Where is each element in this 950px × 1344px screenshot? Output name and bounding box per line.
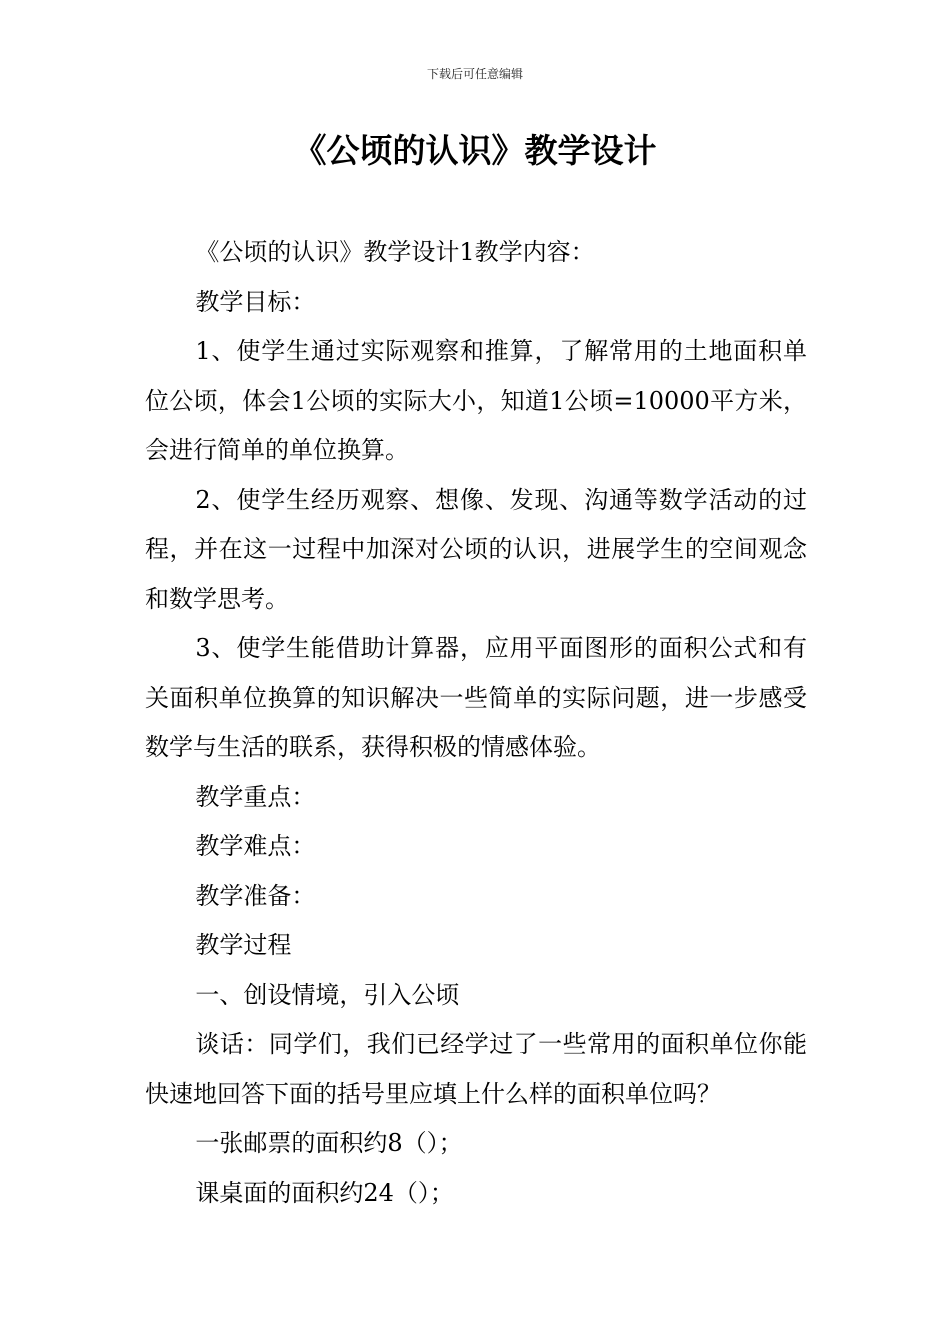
paragraph-objective-2: 2、使学生经历观察、想像、发现、沟通等数学活动的过程，并在这一过程中加深对公顷的认识，进展学生的空间观念和数学思考。 bbox=[145, 485, 807, 613]
paragraph-preparation: 教学准备： bbox=[195, 881, 316, 910]
paragraph-key-points: 教学重点： bbox=[195, 782, 316, 811]
paragraph-objective-3: 3、使学生能借助计算器，应用平面图形的面积公式和有关面积单位换算的知识解决一些简单的实际问题，进一步感受数学与生活的联系，获得积极的情感体验。 bbox=[145, 634, 807, 761]
paragraph-difficulties: 教学难点： bbox=[195, 832, 316, 860]
document-title: 《公顷的认识》教学设计 bbox=[293, 131, 657, 170]
paragraph-objective-1: 1、使学生通过实际观察和推算，了解常用的土地面积单位公顷，体会1公顷的实际大小，知道1公顷=10000平方米，会进行简单的单位换算。 bbox=[145, 337, 807, 464]
paragraph-intro: 《公顷的认识》教学设计1教学内容： bbox=[195, 238, 595, 266]
header-note: 下载后可任意编辑 bbox=[426, 67, 523, 81]
paragraph-question-stamp: 一张邮票的面积约8（）； bbox=[195, 1129, 463, 1157]
paragraph-objectives-heading: 教学目标： bbox=[195, 287, 316, 316]
paragraph-question-desk: 课桌面的面积约24（）； bbox=[195, 1178, 454, 1207]
paragraph-process-heading: 教学过程 bbox=[195, 931, 292, 959]
paragraph-conversation: 谈话：同学们，我们已经学过了一些常用的面积单位你能快速地回答下面的括号里应填上什么样的面积单位吗？ bbox=[145, 1030, 807, 1108]
paragraph-section-1-heading: 一、创设情境，引入公顷 bbox=[195, 980, 460, 1009]
document-body bbox=[145, 228, 807, 1218]
